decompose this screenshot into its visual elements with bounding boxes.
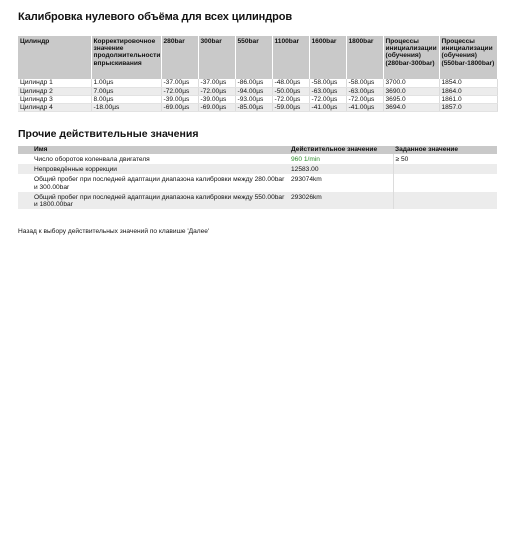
table-row [18, 174, 497, 191]
value-actual: 293074km [291, 176, 322, 184]
value-name: Число оборотов коленвала двигателя [34, 156, 150, 163]
value-target [393, 164, 497, 174]
table-cell: -63.00µs [309, 87, 346, 95]
col-header-1600bar: 1600bar [309, 36, 346, 79]
table-cell: 8.00µs [91, 95, 161, 103]
table-cell: 1.00µs [91, 79, 161, 87]
table-row [18, 154, 497, 164]
value-name: Непроведённые коррекции [34, 166, 117, 174]
table-cell: -41.00µs [309, 103, 346, 111]
calibration-title: Калибровка нулевого объёма для всех цилиндров [18, 11, 292, 23]
table-cell: -72.00µs [346, 95, 383, 103]
calibration-table [18, 36, 498, 112]
table-cell: -18.00µs [91, 103, 161, 111]
other-header-row [18, 146, 497, 154]
table-cell: Цилиндр 1 [18, 79, 91, 87]
table-cell: -59.00µs [272, 103, 309, 111]
table-cell: -37.00µs [161, 79, 198, 87]
table-cell: -48.00µs [272, 79, 309, 87]
table-cell: -69.00µs [161, 103, 198, 111]
col-header-cylinder: Цилиндр [18, 36, 91, 79]
table-cell: -72.00µs [272, 95, 309, 103]
table-cell: -93.00µs [235, 95, 272, 103]
table-cell: 3700.0 [383, 79, 439, 87]
col-header-300bar: 300bar [198, 36, 235, 79]
col-header-1100bar: 1100bar [272, 36, 309, 79]
table-cell: 3694.0 [383, 103, 439, 111]
table-cell: -63.00µs [346, 87, 383, 95]
footer-hint: Назад к выбору действительных значений по клавише 'Далее' [18, 228, 210, 235]
table-cell: 1857.0 [439, 103, 497, 111]
value-name: Общий пробег при последней адаптации диапазона калибровки между 550.00bar и 1800.00bar [34, 193, 285, 209]
table-row [18, 192, 497, 209]
table-cell: -39.00µs [161, 95, 198, 103]
table-row [18, 103, 497, 111]
col-header-learning-low: Процессы инициализации (обучения) (280bar-300bar) [383, 36, 439, 79]
other-values-table [18, 146, 497, 209]
table-cell: -58.00µs [346, 79, 383, 87]
table-cell: -39.00µs [198, 95, 235, 103]
table-cell: -72.00µs [198, 87, 235, 95]
table-cell: 1864.0 [439, 87, 497, 95]
table-cell: -72.00µs [309, 95, 346, 103]
value-name: Общий пробег при последней адаптации диапазона калибровки между 280.00bar и 300.00bar [34, 176, 285, 191]
table-cell: 1854.0 [439, 79, 497, 87]
table-cell: -37.00µs [198, 79, 235, 87]
table-cell: -41.00µs [346, 103, 383, 111]
table-cell: -58.00µs [309, 79, 346, 87]
table-cell: -72.00µs [161, 87, 198, 95]
table-row [18, 164, 497, 174]
table-row [18, 87, 497, 95]
value-actual: 293026km [291, 193, 322, 201]
table-cell: -50.00µs [272, 87, 309, 95]
calibration-header-row [18, 36, 497, 79]
value-actual: 960 1/min [291, 156, 320, 163]
table-cell: 1861.0 [439, 95, 497, 103]
value-target [393, 192, 497, 209]
table-cell: Цилиндр 4 [18, 103, 91, 111]
value-target [393, 174, 497, 191]
col-header-280bar: 280bar [161, 36, 198, 79]
col-header-learning-high: Процессы инициализации (обучения) (550bar-1800bar) [439, 36, 497, 79]
value-target: ≥ 50 [393, 154, 497, 164]
table-cell: 7.00µs [91, 87, 161, 95]
table-cell: -86.00µs [235, 79, 272, 87]
value-actual: 12583.00 [291, 166, 319, 174]
col-header-actual: Действительное значение [291, 146, 378, 153]
col-header-target: Заданное значение [395, 146, 459, 153]
table-cell: Цилиндр 3 [18, 95, 91, 103]
table-row [18, 79, 497, 87]
table-cell: -94.00µs [235, 87, 272, 95]
table-cell: -69.00µs [198, 103, 235, 111]
table-cell: 3695.0 [383, 95, 439, 103]
col-header-1800bar: 1800bar [346, 36, 383, 79]
table-cell: -85.00µs [235, 103, 272, 111]
other-values-title: Прочие действительные значения [18, 128, 199, 140]
table-cell: Цилиндр 2 [18, 87, 91, 95]
col-header-name: Имя [34, 146, 48, 153]
table-row [18, 95, 497, 103]
table-cell: 3690.0 [383, 87, 439, 95]
col-header-correction: Корректировочное значение продолжительности впрыскивания [91, 36, 161, 79]
col-header-550bar: 550bar [235, 36, 272, 79]
